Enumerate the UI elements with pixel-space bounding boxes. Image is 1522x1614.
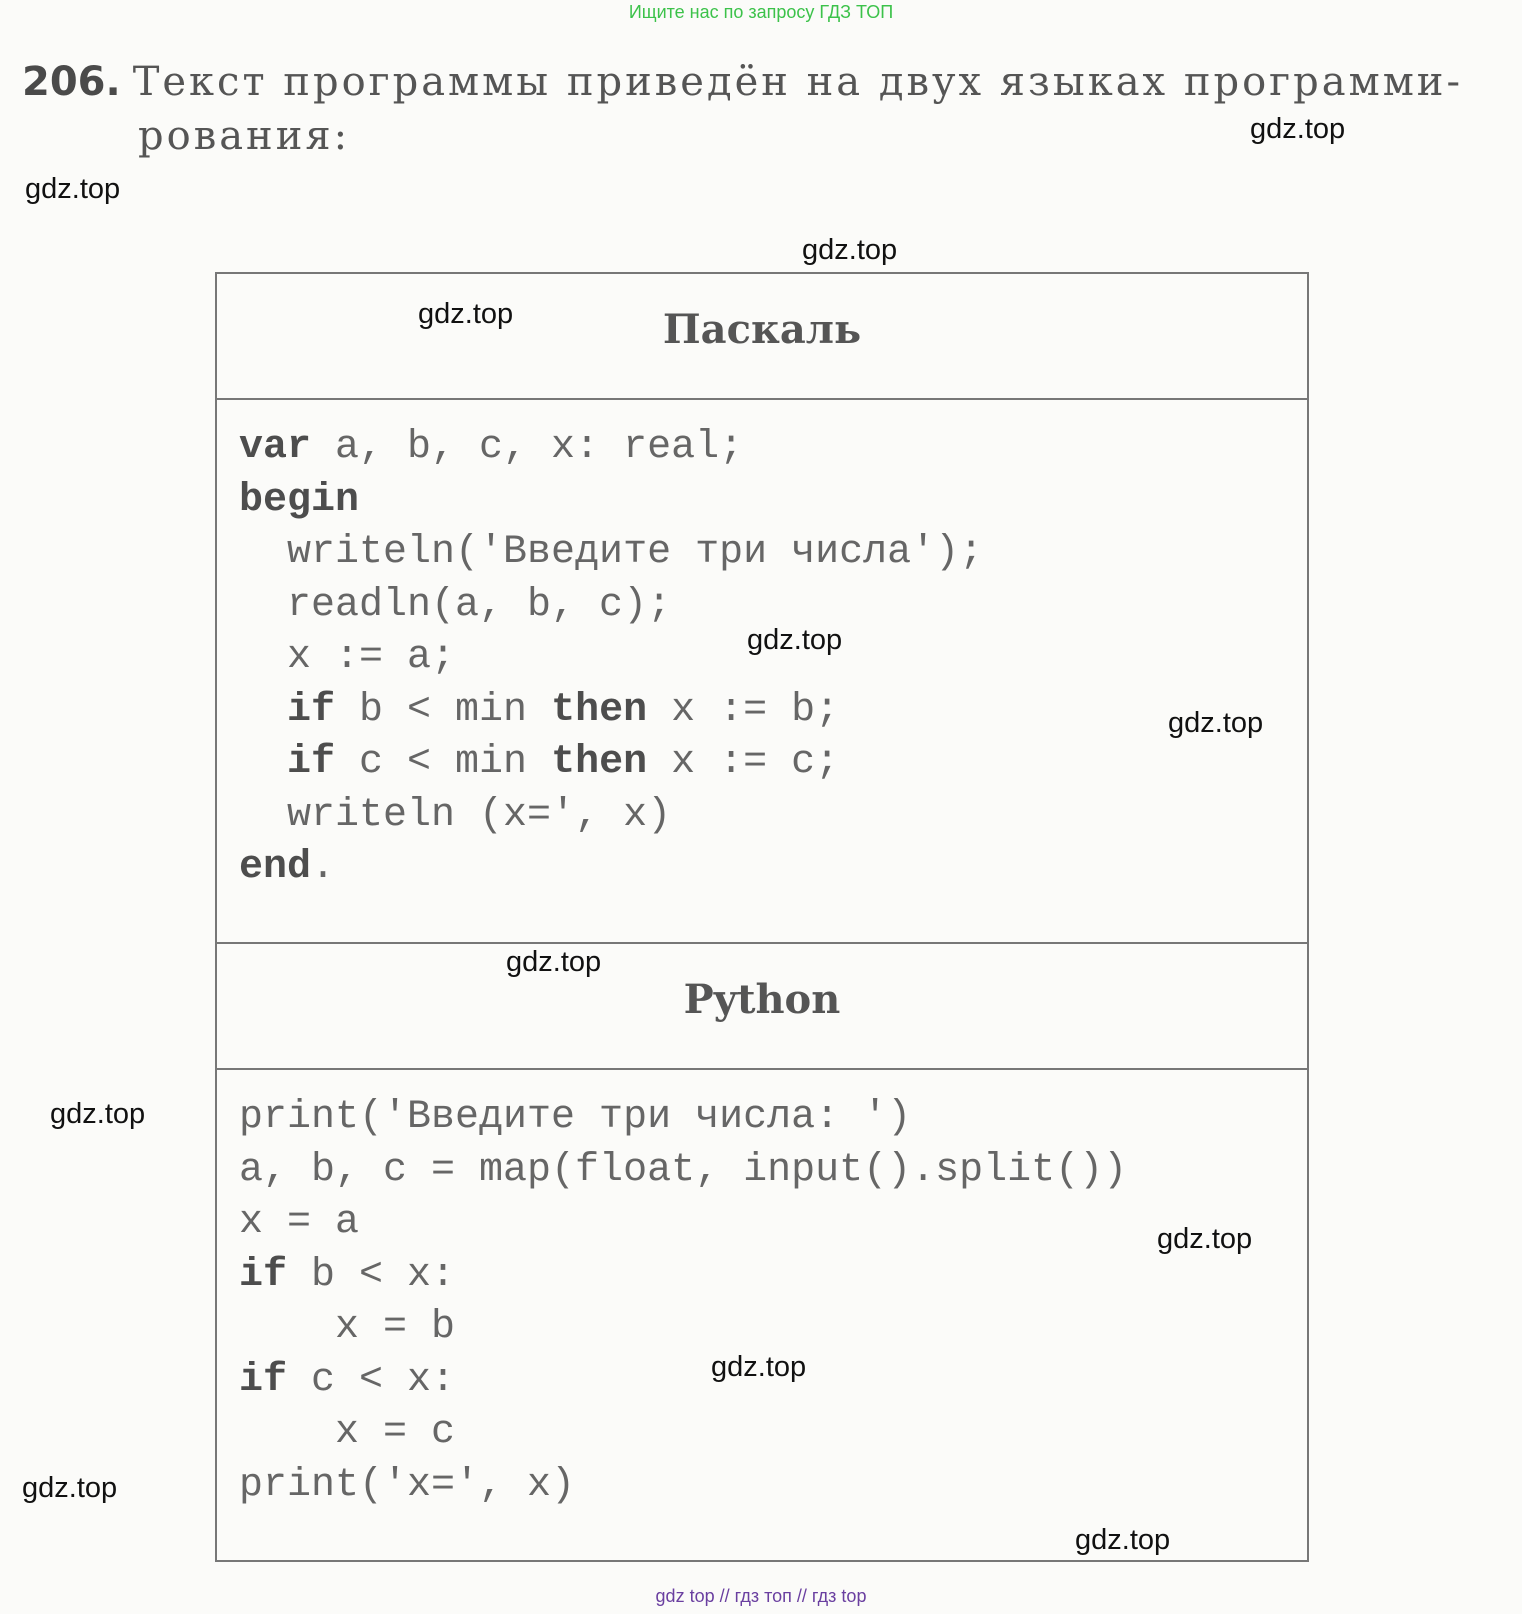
watermark: gdz.top xyxy=(1168,707,1264,739)
code-text xyxy=(239,688,287,733)
code-text: b < x: xyxy=(287,1252,456,1298)
code-text xyxy=(239,740,287,785)
code-text: . xyxy=(311,845,336,890)
code-text: x := c; xyxy=(647,740,840,785)
code-text: x := a; xyxy=(239,635,456,680)
code-keyword: if xyxy=(239,1357,288,1403)
code-text: print('x=', x) xyxy=(239,1462,576,1508)
python-code-line xyxy=(239,1145,1127,1198)
pascal-code-line xyxy=(239,790,983,843)
code-text: a, b, c = map(float, input().split()) xyxy=(239,1147,1128,1193)
python-code-line xyxy=(239,1092,1127,1145)
python-code-line xyxy=(239,1197,1127,1250)
pascal-code-line xyxy=(239,580,983,633)
code-text: x := b; xyxy=(647,687,840,733)
watermark: gdz.top xyxy=(802,234,898,266)
watermark: gdz.top xyxy=(418,298,514,330)
watermark: gdz.top xyxy=(1157,1223,1253,1255)
watermark: gdz.top xyxy=(50,1098,146,1130)
code-text: readln(a, b, c); xyxy=(239,582,672,628)
pascal-code-line xyxy=(239,842,983,895)
pascal-code-line xyxy=(239,737,983,790)
python-code-block xyxy=(239,1092,1127,1512)
python-code-line xyxy=(239,1460,1127,1513)
pascal-code-line xyxy=(239,422,983,475)
code-keyword: then xyxy=(551,740,648,785)
python-code-line xyxy=(239,1250,1127,1303)
code-text: print('Введите три числа: ') xyxy=(239,1095,912,1140)
watermark: gdz.top xyxy=(1250,113,1346,145)
watermark: gdz.top xyxy=(25,173,121,205)
code-text: x = b xyxy=(239,1305,456,1350)
task-text-line2: рования: xyxy=(138,113,351,159)
watermark: gdz.top xyxy=(22,1472,118,1504)
watermark: gdz.top xyxy=(711,1351,807,1383)
pascal-code-line xyxy=(239,632,983,685)
watermark: gdz.top xyxy=(1075,1524,1171,1556)
divider xyxy=(217,398,1307,400)
code-text: writeln (x=', x) xyxy=(239,792,672,838)
bottom-banner: gdz top // гдз топ // гдз top xyxy=(655,1586,867,1606)
code-text: x = c xyxy=(239,1410,456,1455)
code-text: x = a xyxy=(239,1200,360,1245)
python-code-line xyxy=(239,1407,1127,1460)
code-keyword: var xyxy=(239,425,312,470)
pascal-code-block xyxy=(239,422,983,895)
code-keyword: end xyxy=(239,845,312,890)
divider xyxy=(217,942,1307,944)
pascal-code-line xyxy=(239,475,983,528)
task-text-line1: Текст программы приведён на двух языках программи- xyxy=(132,59,1463,105)
watermark: gdz.top xyxy=(506,946,602,978)
pascal-header: Паскаль xyxy=(662,306,862,353)
pascal-code-line xyxy=(239,527,983,580)
divider xyxy=(217,1068,1307,1070)
code-keyword: if xyxy=(239,1252,288,1298)
code-text: writeln('Введите три числа'); xyxy=(239,530,984,575)
pascal-code-line xyxy=(239,685,983,738)
python-header: Python xyxy=(683,976,841,1023)
code-keyword: begin xyxy=(239,477,360,523)
code-text: c < x: xyxy=(287,1357,456,1403)
code-keyword: then xyxy=(551,687,648,733)
code-keyword: if xyxy=(287,687,336,733)
code-text: c < min xyxy=(335,740,552,785)
code-text: b < min xyxy=(335,687,552,733)
top-banner: Ищите нас по запросу ГДЗ ТОП xyxy=(628,2,894,22)
task-number: 206. xyxy=(22,59,121,105)
task-statement xyxy=(22,55,1502,163)
code-text: a, b, c, x: real; xyxy=(311,425,744,470)
python-code-line xyxy=(239,1302,1127,1355)
watermark: gdz.top xyxy=(747,624,843,656)
code-keyword: if xyxy=(287,740,336,785)
python-code-line xyxy=(239,1355,1127,1408)
